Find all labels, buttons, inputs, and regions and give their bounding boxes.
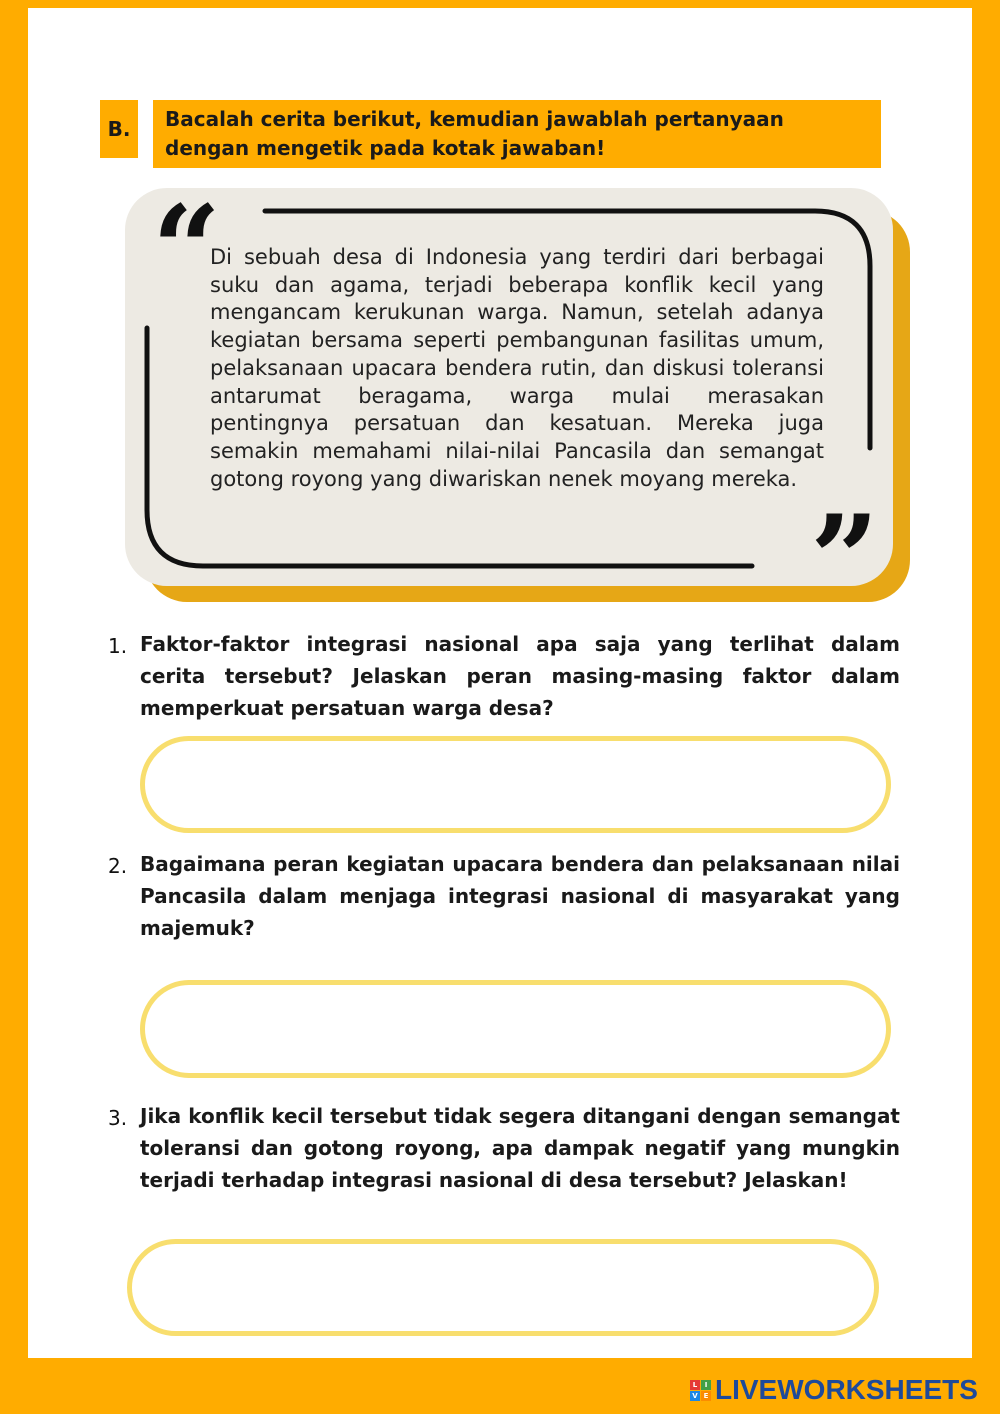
question-number: 3. (108, 1106, 128, 1130)
question-number: 1. (108, 634, 128, 658)
question-text: Faktor-faktor integrasi nasional apa saja yang terlihat dalam cerita tersebut? Jelaskan peran masing-masing faktor dalam memperkuat persatuan warga desa? (140, 632, 900, 720)
answer-box-1[interactable] (140, 736, 891, 833)
answer-box-3[interactable] (127, 1239, 879, 1336)
section-instruction: Bacalah cerita berikut, kemudian jawablah pertanyaan dengan mengetik pada kotak jawaban! (153, 100, 881, 168)
logo-mark-letter: I (701, 1380, 711, 1390)
liveworksheets-logo[interactable] (690, 1372, 978, 1408)
open-quote-mark: “ (152, 179, 222, 320)
question-number: 2. (108, 854, 128, 878)
story-text: Di sebuah desa di Indonesia yang terdiri dari berbagai suku dan agama, terjadi beberapa konflik kecil yang mengancam kerukunan warga. Namun, setelah adanya kegiatan bersama seperti pembangunan fasilitas umum, pelaksanaan upacara bendera rutin, dan diskusi toleransi antarumat beragama, warga mulai merasakan pentingnya persatuan dan kesatuan. Mereka juga semakin memahami nilai-nilai Pancasila dan semangat gotong royong yang diwariskan nenek moyang mereka. (210, 245, 824, 491)
close-quote-mark: ” (810, 489, 880, 630)
section-letter: B. (100, 100, 138, 158)
logo-mark-letter: V (690, 1391, 700, 1401)
question-text: Bagaimana peran kegiatan upacara bendera dan pelaksanaan nilai Pancasila dalam menjaga integrasi nasional di masyarakat yang majemuk? (140, 852, 900, 940)
question-text: Jika konflik kecil tersebut tidak segera ditangani dengan semangat toleransi dan gotong royong, apa dampak negatif yang mungkin terjadi terhadap integrasi nasional di desa tersebut? Jelaskan! (140, 1104, 900, 1192)
liveworksheets-mark-icon (690, 1380, 711, 1401)
question-3 (108, 1100, 900, 1196)
logo-mark-letter: E (701, 1391, 711, 1401)
answer-box-2[interactable] (140, 980, 891, 1078)
question-1 (108, 628, 900, 724)
logo-mark-letter: L (690, 1380, 700, 1390)
question-2 (108, 848, 900, 944)
logo-text: LIVEWORKSHEETS (715, 1374, 978, 1405)
